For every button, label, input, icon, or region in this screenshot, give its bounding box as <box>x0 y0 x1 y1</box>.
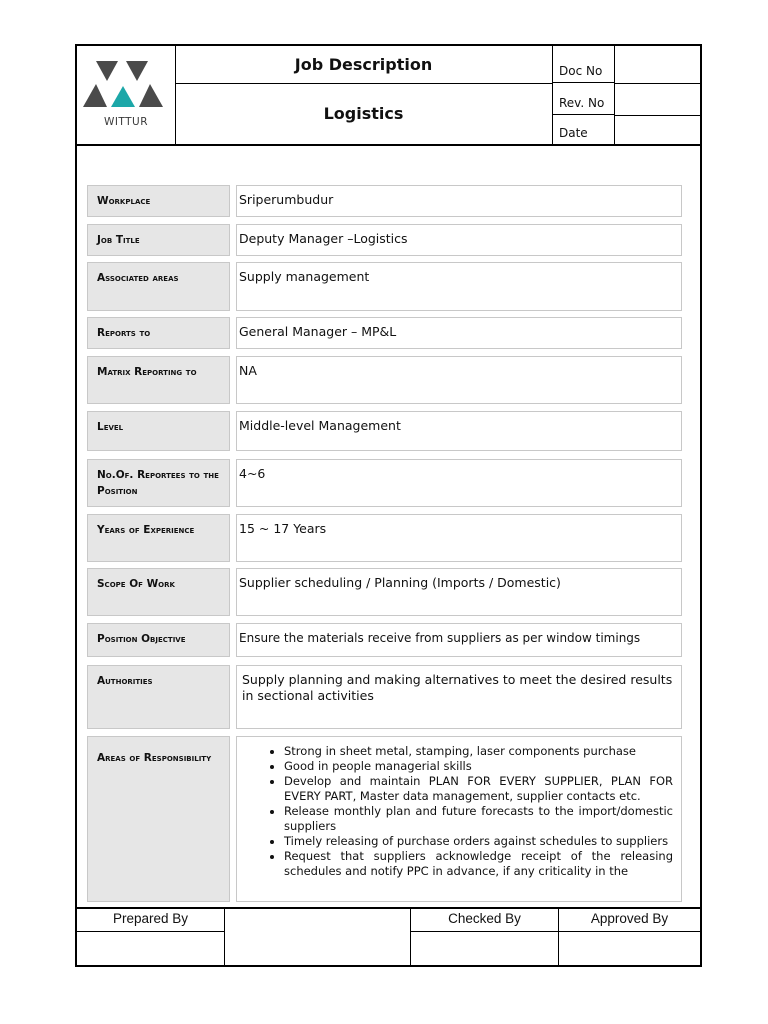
approved-by-label: Approved By <box>559 909 700 932</box>
list-item: • Good in people managerial skills <box>284 759 679 774</box>
document-title: Job Description <box>175 46 553 84</box>
level-value: Middle-level Management <box>236 411 682 451</box>
list-item: • Strong in sheet metal, stamping, laser components purchase <box>284 744 679 759</box>
scope-of-work-label: Scope Of Work <box>87 568 230 616</box>
department-title: Logistics <box>175 83 553 144</box>
prepared-by-signature <box>225 909 411 967</box>
authorities-label: Authorities <box>87 665 230 729</box>
matrix-reporting-label: Matrix Reporting to <box>87 356 230 404</box>
matrix-reporting-value: NA <box>236 356 682 404</box>
reportees-label: No.Of. Reportees to the Position <box>87 459 230 507</box>
rev-no-label: Rev. No <box>553 83 615 115</box>
workplace-label: Workplace <box>87 185 230 217</box>
job-title-value: Deputy Manager –Logistics <box>236 224 682 256</box>
prepared-by-label: Prepared By <box>77 909 224 932</box>
date-label: Date <box>553 115 615 144</box>
checked-by-label: Checked By <box>411 909 558 932</box>
scope-of-work-value: Supplier scheduling / Planning (Imports / Domestic) <box>236 568 682 616</box>
position-objective-value: Ensure the materials receive from suppliers as per window timings <box>236 623 682 657</box>
doc-no-label: Doc No <box>553 46 615 83</box>
responsibility-label: Areas of Responsibility <box>87 736 230 902</box>
doc-no-value <box>615 46 700 84</box>
workplace-value: Sriperumbudur <box>236 185 682 217</box>
document-header <box>77 46 700 146</box>
list-item: • Release monthly plan and future forecasts to the import/domestic suppliers <box>284 804 679 834</box>
wittur-logo-icon <box>82 60 164 112</box>
signature-block <box>77 907 700 967</box>
rev-no-value <box>615 83 700 116</box>
list-item: • Timely releasing of purchase orders against schedules to suppliers <box>284 834 679 849</box>
approved-by-cell <box>559 909 700 967</box>
responsibility-value <box>236 736 682 902</box>
experience-label: Years of Experience <box>87 514 230 562</box>
logo-wordmark: WITTUR <box>103 116 149 128</box>
responsibility-list <box>239 744 679 879</box>
reports-to-value: General Manager – MP&L <box>236 317 682 349</box>
checked-by-cell <box>411 909 559 967</box>
date-value <box>615 115 700 144</box>
list-item: • Develop and maintain PLAN FOR EVERY SUPPLIER, PLAN FOR EVERY PART, Master data management, supplier contacts etc. <box>284 774 679 804</box>
company-logo <box>77 46 176 144</box>
level-label: Level <box>87 411 230 451</box>
job-description-form <box>75 44 702 967</box>
prepared-by-cell <box>77 909 225 967</box>
header-divider <box>77 144 700 146</box>
reports-to-label: Reports to <box>87 317 230 349</box>
reportees-value: 4~6 <box>236 459 682 507</box>
position-objective-label: Position Objective <box>87 623 230 657</box>
associated-areas-label: Associated areas <box>87 262 230 311</box>
job-title-label: Job Title <box>87 224 230 256</box>
authorities-value: Supply planning and making alternatives to meet the desired results in sectional activities <box>236 665 682 729</box>
experience-value: 15 ~ 17 Years <box>236 514 682 562</box>
list-item: • Request that suppliers acknowledge receipt of the releasing schedules and notify PPC in advance, if any criticality in the <box>284 849 679 879</box>
associated-areas-value: Supply management <box>236 262 682 311</box>
